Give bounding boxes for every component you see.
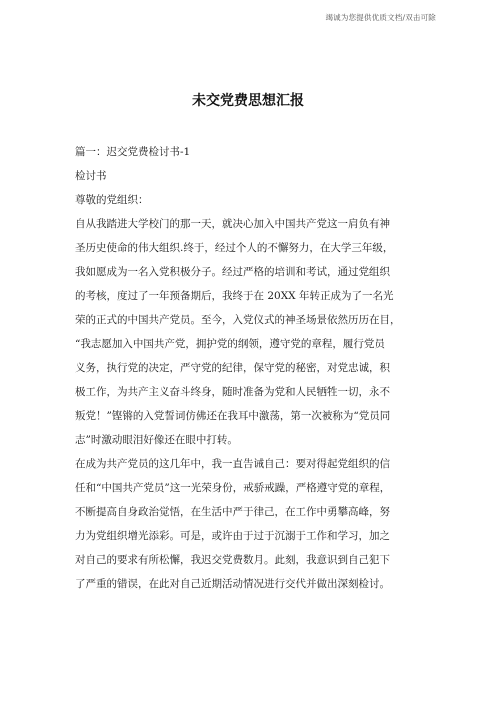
paragraph-line: 对自己的要求有所松懈，我迟交党费数月。此刻，我意识到自己犯下: [75, 554, 390, 566]
paragraph-line: 任和“中国共产党员”这一光荣身份，戒骄戒躁，严格遵守党的章程，: [75, 482, 391, 494]
salutation: [75, 188, 427, 212]
paragraph-line: 自从我踏进大学校门的那一天，就决心加入中国共产党这一肩负有神: [75, 218, 390, 230]
paragraph-line: 圣历史使命的伟大组织.终于，经过个人的不懈努力，在大学三年级，: [75, 242, 394, 254]
header-note: 竭诚为您提供优质文档/双击可除: [325, 13, 436, 22]
paragraph-line: 极工作，为共产主义奋斗终身，随时准备为党和人民牺牲一切，永不: [75, 386, 390, 398]
paragraph-line: 叛党！”铿锵的入党誓词仿佛还在我耳中激荡，第一次被称为“党员同: [75, 410, 391, 422]
paragraph-1: [75, 212, 427, 452]
paragraph-line: 我如愿成为一名入党积极分子。经过严格的培训和考试，通过党组织: [75, 266, 390, 278]
doc-type-label: [75, 164, 427, 188]
salutation-text: 尊敬的党组织：: [75, 194, 149, 206]
paragraph-line: 力为党组织增光添彩。可是，或许由于过于沉溺于工作和学习，加之: [75, 530, 390, 542]
paragraph-line: 了严重的错误，在此对自己近期活动情况进行交代并做出深刻检讨。: [75, 578, 390, 590]
paragraph-line: 荣的正式的中国共产党员。至今，入党仪式的神圣场景依然历历在目，: [75, 314, 401, 326]
paragraph-line: “我志愿加入中国共产党，拥护党的纲领，遵守党的章程，履行党员: [75, 338, 385, 350]
paragraph-line: 义务，执行党的决定，严守党的纪律，保守党的秘密，对党忠诚，积: [75, 362, 390, 374]
document-body: [75, 140, 427, 596]
document-title: 未交党费思想汇报: [192, 93, 304, 109]
paragraph-2: [75, 452, 427, 596]
doc-type-text: 检讨书: [75, 170, 107, 182]
paragraph-line: 在成为共产党员的这几年中，我一直告诫自己：要对得起党组织的信: [75, 458, 390, 470]
section-heading-text: 篇一：迟交党费检讨书-1: [75, 146, 191, 158]
paragraph-line: 的考核，度过了一年预备期后，我终于在 20XX 年转正成为了一名光: [75, 290, 394, 302]
section-heading: [75, 140, 427, 164]
paragraph-line: 志”时激动眼泪好像还在眼中打转。: [75, 434, 238, 446]
paragraph-line: 不断提高自身政治觉悟，在生活中严于律己，在工作中勇攀高峰，努: [75, 506, 390, 518]
